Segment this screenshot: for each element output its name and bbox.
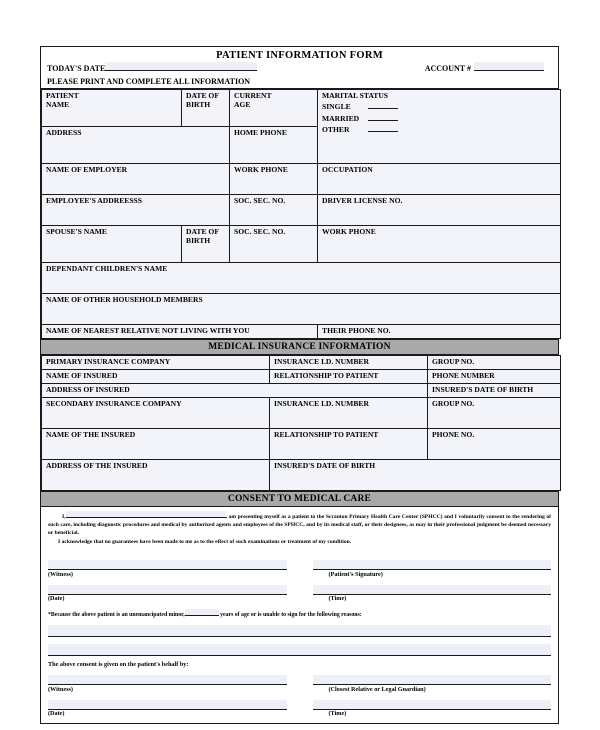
table-row bbox=[42, 294, 561, 325]
guardian-time-input[interactable] bbox=[313, 700, 552, 710]
table-row bbox=[42, 383, 561, 397]
cell-secondary-group-no[interactable]: GROUP NO. bbox=[428, 397, 561, 428]
guardian-witness-caption: (Witness) bbox=[48, 685, 73, 693]
todays-date-field[interactable] bbox=[47, 62, 257, 73]
todays-date-label: TODAY'S DATE bbox=[47, 64, 106, 73]
cell-ssn[interactable]: SOC. SEC. NO. bbox=[230, 195, 318, 226]
guardian-date-block bbox=[48, 700, 287, 718]
patient-signature-block bbox=[313, 560, 552, 578]
page-title: PATIENT INFORMATION FORM bbox=[216, 50, 383, 61]
label-other: OTHER bbox=[322, 125, 350, 135]
cell-secondary-address-of-insured[interactable]: ADDRESS OF THE INSURED bbox=[42, 459, 270, 490]
cell-driver-license[interactable]: DRIVER LICENSE NO. bbox=[318, 195, 561, 226]
section-header-consent: CONSENT TO MEDICAL CARE bbox=[41, 491, 558, 507]
label-spouse-dob: DATE OF BIRTH bbox=[186, 227, 219, 245]
cell-primary-phone-number[interactable]: PHONE NUMBER bbox=[428, 369, 561, 383]
guardian-witness-block bbox=[48, 675, 287, 693]
minor-reason-line-1[interactable] bbox=[48, 625, 551, 637]
consent-paragraphs bbox=[41, 507, 558, 549]
label-date-of-birth: DATE OF BIRTH bbox=[186, 91, 219, 109]
time-caption: (Time) bbox=[328, 595, 347, 603]
patient-information-form bbox=[40, 46, 559, 724]
cell-primary-address-of-insured[interactable]: ADDRESS OF INSURED bbox=[42, 383, 428, 397]
signature-area bbox=[41, 549, 558, 723]
cell-secondary-phone-no[interactable]: PHONE NO. bbox=[428, 428, 561, 459]
cell-household-members[interactable]: NAME OF OTHER HOUSEHOLD MEMBERS bbox=[42, 294, 561, 325]
consent-paragraph-2: I acknowledge that no guarantees have been made to me as to the effect of such examinations or treatment of my condition. bbox=[58, 539, 352, 546]
table-row bbox=[42, 164, 561, 195]
cell-employer-name[interactable]: NAME OF EMPLOYER bbox=[42, 164, 230, 195]
date-input[interactable] bbox=[48, 585, 287, 595]
consent-paragraph-1 bbox=[48, 511, 551, 537]
date-block bbox=[48, 585, 287, 603]
cell-date-of-birth[interactable] bbox=[182, 90, 230, 127]
cell-relative-phone[interactable]: THEIR PHONE NO. bbox=[318, 325, 561, 339]
table-row bbox=[42, 459, 561, 490]
signature-row-primary bbox=[48, 560, 551, 578]
cell-spouse-work-phone[interactable]: WORK PHONE bbox=[318, 226, 561, 263]
account-label: ACCOUNT # bbox=[424, 64, 471, 73]
cell-secondary-relationship[interactable]: RELATIONSHIP TO PATIENT bbox=[270, 428, 428, 459]
cell-address[interactable]: ADDRESS bbox=[42, 127, 230, 164]
cell-primary-group-no[interactable]: GROUP NO. bbox=[428, 355, 561, 369]
cell-secondary-insurance-company[interactable]: SECONDARY INSURANCE COMPANY bbox=[42, 397, 270, 428]
minor-note-text-a: *Because the above patient is an unemancipated minor, bbox=[48, 612, 185, 619]
cell-spouse-name[interactable]: SPOUSE'S NAME bbox=[42, 226, 182, 263]
date-caption: (Date) bbox=[48, 595, 65, 603]
consent-name-input[interactable] bbox=[66, 511, 226, 518]
guardian-signature-input[interactable] bbox=[313, 675, 552, 685]
cell-secondary-name-of-insured[interactable]: NAME OF THE INSURED bbox=[42, 428, 270, 459]
patient-signature-caption: (Patient's Signature) bbox=[328, 570, 383, 578]
label-current-age: CURRENT AGE bbox=[234, 91, 272, 109]
minor-age-input[interactable] bbox=[185, 609, 219, 616]
cell-patient-name[interactable] bbox=[42, 90, 182, 127]
guardian-time-block bbox=[313, 700, 552, 718]
header-fields-row bbox=[41, 62, 558, 76]
table-row bbox=[42, 195, 561, 226]
cell-nearest-relative[interactable]: NAME OF NEAREST RELATIVE NOT LIVING WITH YOU bbox=[42, 325, 318, 339]
guardian-time-caption: (Time) bbox=[328, 710, 347, 718]
cell-work-phone[interactable]: WORK PHONE bbox=[230, 164, 318, 195]
table-row bbox=[42, 397, 561, 428]
guardian-caption: (Closest Relative or Legal Guardian) bbox=[328, 685, 426, 693]
cell-occupation[interactable]: OCCUPATION bbox=[318, 164, 561, 195]
label-marital-status: MARITAL STATUS bbox=[322, 91, 389, 100]
guardian-witness-input[interactable] bbox=[48, 675, 287, 685]
minor-note-text-b: years of age or is unable to sign for the following reasons: bbox=[220, 612, 362, 619]
label-patient-name: PATIENT NAME bbox=[46, 91, 79, 109]
witness-caption: (Witness) bbox=[48, 570, 73, 578]
account-number-field[interactable] bbox=[425, 62, 552, 73]
patient-signature-input[interactable] bbox=[313, 560, 552, 570]
marital-option-other[interactable] bbox=[322, 124, 557, 135]
cell-marital-status[interactable] bbox=[318, 90, 561, 164]
married-blank[interactable] bbox=[368, 113, 398, 121]
cell-spouse-dob[interactable] bbox=[182, 226, 230, 263]
guardian-date-input[interactable] bbox=[48, 700, 287, 710]
cell-employee-address[interactable]: EMPLOYEE'S ADDREESSS bbox=[42, 195, 230, 226]
consent-paragraph-1-text: , am presenting myself as a patient to the Scranton Primary Health Care Center (SPHCC) and I voluntarily consent to the rendering of such care, including diagnostic procedures and medical by authorized agents and employees of the SPHCC, and by its medical staff, or their designees, as may in their professional judgment be deemed necessary or beneficial. bbox=[48, 513, 551, 537]
consent-i-label: I, bbox=[62, 513, 66, 520]
guardian-signature-block bbox=[313, 675, 552, 693]
minor-reason-note bbox=[48, 602, 551, 618]
cell-secondary-insurance-id[interactable]: INSURANCE I.D. NUMBER bbox=[270, 397, 428, 428]
medical-insurance-table bbox=[41, 355, 561, 491]
table-row bbox=[42, 369, 561, 383]
signature-row-date-time bbox=[48, 585, 551, 603]
table-row bbox=[42, 355, 561, 369]
account-input[interactable] bbox=[474, 62, 544, 71]
other-blank[interactable] bbox=[368, 124, 398, 132]
cell-primary-relationship[interactable]: RELATIONSHIP TO PATIENT bbox=[270, 369, 428, 383]
single-blank[interactable] bbox=[368, 101, 398, 109]
behalf-note: The above consent is given on the patient's behalf by: bbox=[48, 661, 189, 669]
marital-option-single[interactable] bbox=[322, 101, 557, 112]
time-input[interactable] bbox=[313, 585, 552, 595]
cell-home-phone[interactable]: HOME PHONE bbox=[230, 127, 318, 164]
table-row bbox=[42, 90, 561, 127]
marital-option-married[interactable] bbox=[322, 113, 557, 124]
cell-primary-insurance-id[interactable]: INSURANCE I.D. NUMBER bbox=[270, 355, 428, 369]
section-header-insurance: MEDICAL INSURANCE INFORMATION bbox=[41, 339, 558, 355]
cell-secondary-insured-dob[interactable]: INSURED'S DATE OF BIRTH bbox=[270, 459, 561, 490]
guardian-date-caption: (Date) bbox=[48, 710, 65, 718]
cell-current-age[interactable] bbox=[230, 90, 318, 127]
print-instruction: PLEASE PRINT AND COMPLETE ALL INFORMATION bbox=[41, 76, 558, 89]
table-row bbox=[42, 226, 561, 263]
cell-primary-name-of-insured[interactable]: NAME OF INSURED bbox=[42, 369, 270, 383]
time-block bbox=[313, 585, 552, 603]
label-single: SINGLE bbox=[322, 102, 351, 112]
table-row bbox=[42, 428, 561, 459]
cell-spouse-ssn[interactable]: SOC. SEC. NO. bbox=[230, 226, 318, 263]
table-row bbox=[42, 263, 561, 294]
witness-signature-input[interactable] bbox=[48, 560, 287, 570]
minor-reason-line-2[interactable] bbox=[48, 644, 551, 656]
label-married: MARRIED bbox=[322, 113, 360, 123]
todays-date-input[interactable] bbox=[105, 62, 257, 71]
signature-row-guardian bbox=[48, 675, 551, 693]
cell-primary-insurance-company[interactable]: PRIMARY INSURANCE COMPANY bbox=[42, 355, 270, 369]
witness-block bbox=[48, 560, 287, 578]
table-row bbox=[42, 325, 561, 339]
cell-dependant-children[interactable]: DEPENDANT CHILDREN'S NAME bbox=[42, 263, 561, 294]
patient-information-table bbox=[41, 89, 561, 339]
cell-primary-insured-dob[interactable]: INSURED'S DATE OF BIRTH bbox=[428, 383, 561, 397]
signature-row-guardian-date-time bbox=[48, 700, 551, 718]
